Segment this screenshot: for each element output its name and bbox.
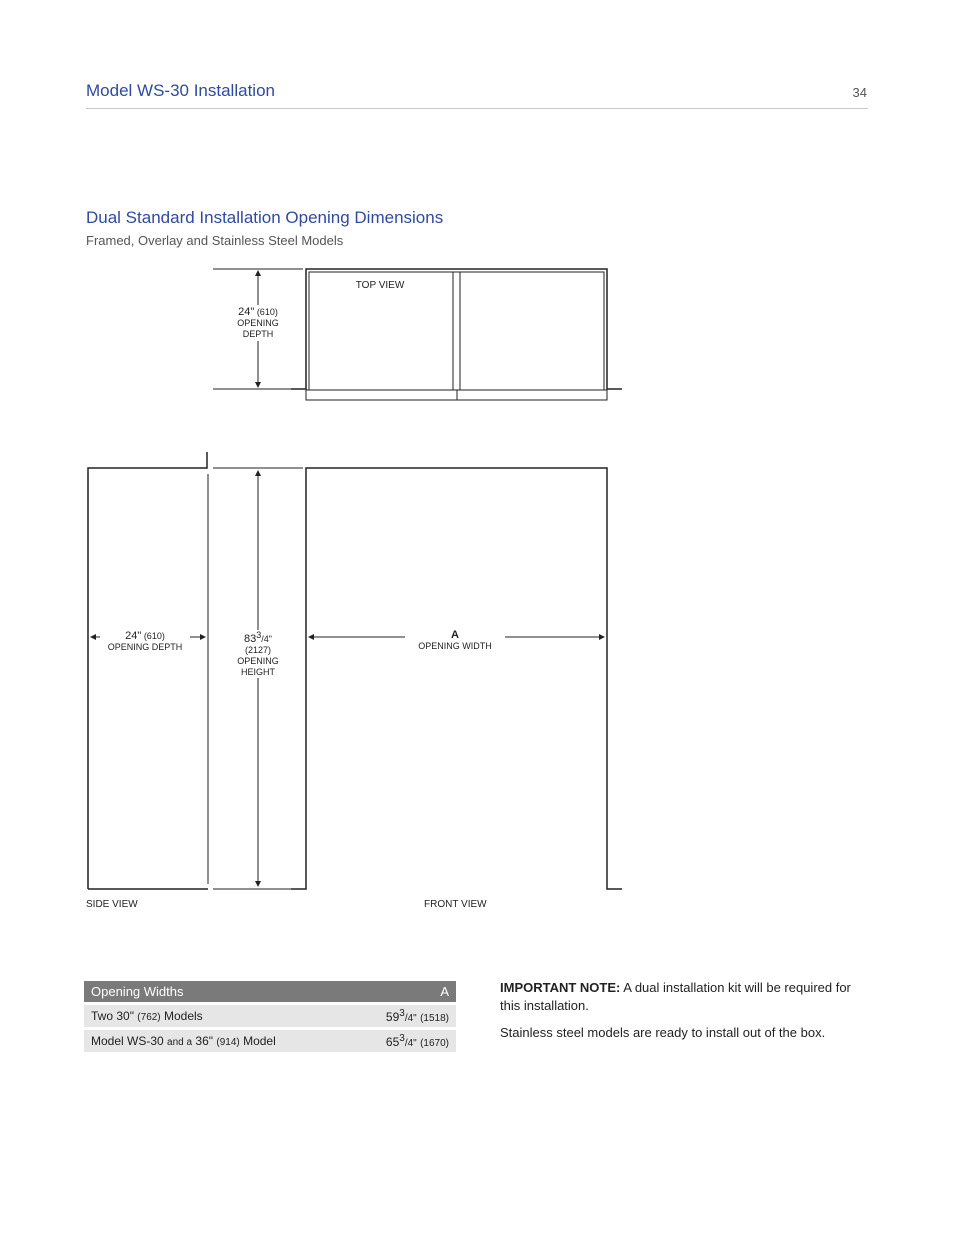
height-den: 4": [263, 634, 272, 644]
top-depth-caption-1: OPENING: [237, 318, 279, 328]
opening-widths-table: [84, 981, 456, 1052]
table-cell-width: $65^3/4$" (1670): [352, 1029, 456, 1053]
width-caption: OPENING WIDTH: [418, 641, 492, 651]
front-view-label: FRONT VIEW: [424, 899, 487, 910]
table-cell-model: Two 30" (762) Models: [84, 1004, 352, 1029]
height-caption-1: OPENING: [237, 656, 279, 666]
top-view-label: TOP VIEW: [340, 280, 420, 291]
height-num: 3: [256, 630, 262, 640]
front-width-dimension: [405, 630, 505, 652]
note-paragraph-1: IMPORTANT NOTE: A dual installation kit will be required for this installation.: [500, 980, 851, 1013]
height-dimension-label: $83^3/4$" (2127) OPENING HEIGHT: [228, 630, 288, 678]
table-cell-width: $59^3/4$" (1518): [352, 1004, 456, 1029]
table-header-col: A: [352, 981, 456, 1004]
side-view-drawing: [88, 452, 208, 889]
top-depth-caption-2: DEPTH: [242, 329, 274, 339]
important-note: [500, 979, 870, 1051]
front-view-drawing: [291, 468, 622, 889]
top-depth-value: 24": [238, 306, 255, 318]
width-letter: A: [451, 629, 459, 641]
height-dimension: [213, 468, 303, 889]
side-depth-mm: (610): [143, 631, 165, 641]
side-depth-caption: OPENING DEPTH: [107, 642, 183, 652]
table-header-row: [84, 981, 456, 1004]
table-cell-model: Model WS-30 and a 36" (914) Model: [84, 1029, 352, 1053]
height-whole: 83: [244, 633, 257, 645]
table-row: [84, 1004, 456, 1029]
note-paragraph-2: Stainless steel models are ready to install out of the box.: [500, 1025, 826, 1040]
side-depth-dimension: [100, 631, 190, 653]
table-row: [84, 1029, 456, 1053]
section-subtitle: Framed, Overlay and Stainless Steel Models: [86, 233, 344, 248]
top-depth-mm: (610): [256, 307, 278, 317]
side-depth-value: 24": [125, 630, 142, 642]
section-title: Dual Standard Installation Opening Dimensions: [86, 208, 444, 227]
page-number: 34: [852, 85, 867, 100]
height-caption-2: HEIGHT: [240, 667, 275, 677]
page-title: Model WS-30 Installation: [86, 81, 275, 100]
side-view-label: SIDE VIEW: [86, 899, 138, 910]
top-depth-dimension: [228, 307, 288, 340]
height-mm: (2127): [244, 645, 271, 655]
table-header-label: Opening Widths: [84, 981, 352, 1004]
